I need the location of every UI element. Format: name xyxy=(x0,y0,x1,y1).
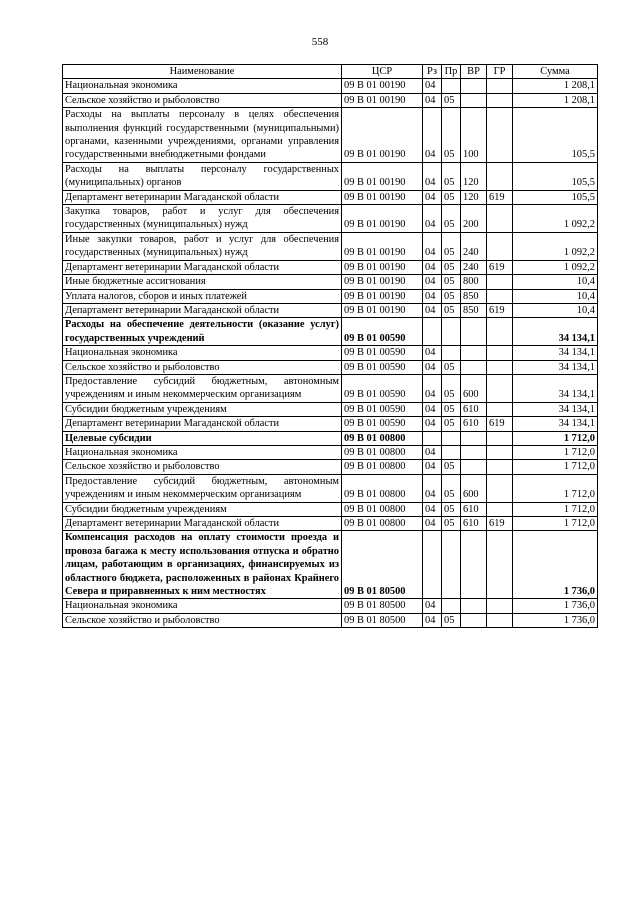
cell-sum: 105,5 xyxy=(513,162,598,190)
cell-vr: 120 xyxy=(461,190,487,204)
cell-name: Сельское хозяйство и рыболовство xyxy=(63,360,342,374)
table-body xyxy=(63,79,598,628)
cell-gr xyxy=(487,402,513,416)
table-row xyxy=(63,474,598,502)
cell-vr: 610 xyxy=(461,417,487,431)
cell-gr xyxy=(487,474,513,502)
cell-gr xyxy=(487,232,513,260)
column-header-name: Наименование xyxy=(63,65,342,79)
cell-name: Предоставление субсидий бюджетным, автономным учреждениям и иным некоммерческим организациям xyxy=(63,374,342,402)
cell-pr xyxy=(442,318,461,346)
cell-gr xyxy=(487,346,513,360)
cell-csr: 09 В 01 00590 xyxy=(342,360,423,374)
cell-name: Иные бюджетные ассигнования xyxy=(63,275,342,289)
cell-csr: 09 В 01 00190 xyxy=(342,232,423,260)
cell-sum: 1 736,0 xyxy=(513,599,598,613)
cell-pr: 05 xyxy=(442,517,461,531)
cell-rz: 04 xyxy=(423,474,442,502)
cell-pr: 05 xyxy=(442,613,461,627)
cell-rz: 04 xyxy=(423,445,442,459)
cell-pr: 05 xyxy=(442,402,461,416)
cell-csr: 09 В 01 00590 xyxy=(342,417,423,431)
cell-pr: 05 xyxy=(442,260,461,274)
table-row xyxy=(63,431,598,445)
cell-sum: 1 712,0 xyxy=(513,460,598,474)
cell-name: Национальная экономика xyxy=(63,445,342,459)
cell-name: Департамент ветеринарии Магаданской области xyxy=(63,190,342,204)
cell-vr xyxy=(461,613,487,627)
cell-rz: 04 xyxy=(423,360,442,374)
cell-gr xyxy=(487,205,513,233)
column-header-sum: Сумма xyxy=(513,65,598,79)
cell-gr: 619 xyxy=(487,303,513,317)
cell-rz: 04 xyxy=(423,275,442,289)
cell-sum: 1 712,0 xyxy=(513,445,598,459)
cell-rz xyxy=(423,531,442,599)
cell-sum: 34 134,1 xyxy=(513,318,598,346)
cell-sum: 105,5 xyxy=(513,108,598,163)
cell-rz xyxy=(423,318,442,346)
cell-gr: 619 xyxy=(487,260,513,274)
cell-name: Расходы на выплаты персоналу в целях обеспечения выполнения функций государственными (муниципальными) органами, казенными учреждениями, органами управления государственными внебюджетными фондами xyxy=(63,108,342,163)
column-header-vr: ВР xyxy=(461,65,487,79)
cell-rz: 04 xyxy=(423,303,442,317)
cell-vr xyxy=(461,79,487,93)
cell-csr: 09 В 01 80500 xyxy=(342,599,423,613)
cell-sum: 1 736,0 xyxy=(513,613,598,627)
cell-csr: 09 В 01 00800 xyxy=(342,460,423,474)
cell-gr xyxy=(487,531,513,599)
cell-sum: 34 134,1 xyxy=(513,374,598,402)
table-row xyxy=(63,374,598,402)
cell-rz: 04 xyxy=(423,599,442,613)
cell-gr xyxy=(487,162,513,190)
cell-vr xyxy=(461,93,487,107)
cell-rz: 04 xyxy=(423,417,442,431)
table-row xyxy=(63,402,598,416)
cell-gr xyxy=(487,613,513,627)
cell-csr: 09 В 01 00190 xyxy=(342,108,423,163)
cell-csr: 09 В 01 00190 xyxy=(342,162,423,190)
cell-rz: 04 xyxy=(423,289,442,303)
cell-name: Сельское хозяйство и рыболовство xyxy=(63,460,342,474)
cell-pr: 05 xyxy=(442,303,461,317)
cell-csr: 09 В 01 00590 xyxy=(342,318,423,346)
table-row xyxy=(63,190,598,204)
cell-name: Национальная экономика xyxy=(63,79,342,93)
cell-csr: 09 В 01 00590 xyxy=(342,374,423,402)
cell-sum: 34 134,1 xyxy=(513,346,598,360)
table-row xyxy=(63,205,598,233)
cell-vr: 120 xyxy=(461,162,487,190)
cell-gr xyxy=(487,289,513,303)
cell-csr: 09 В 01 00590 xyxy=(342,402,423,416)
cell-rz: 04 xyxy=(423,232,442,260)
cell-vr: 800 xyxy=(461,275,487,289)
cell-sum: 34 134,1 xyxy=(513,402,598,416)
cell-gr xyxy=(487,275,513,289)
table-row xyxy=(63,417,598,431)
cell-csr: 09 В 01 00190 xyxy=(342,190,423,204)
cell-name: Департамент ветеринарии Магаданской области xyxy=(63,517,342,531)
cell-rz: 04 xyxy=(423,374,442,402)
cell-vr: 610 xyxy=(461,502,487,516)
table-row xyxy=(63,289,598,303)
table-row xyxy=(63,599,598,613)
cell-rz: 04 xyxy=(423,402,442,416)
cell-name: Предоставление субсидий бюджетным, автономным учреждениям и иным некоммерческим организациям xyxy=(63,474,342,502)
cell-vr: 100 xyxy=(461,108,487,163)
column-header-csr: ЦСР xyxy=(342,65,423,79)
cell-pr: 05 xyxy=(442,93,461,107)
cell-vr xyxy=(461,360,487,374)
cell-vr: 200 xyxy=(461,205,487,233)
cell-sum: 1 092,2 xyxy=(513,260,598,274)
cell-vr xyxy=(461,599,487,613)
cell-gr xyxy=(487,108,513,163)
column-header-pr: Пр xyxy=(442,65,461,79)
cell-csr: 09 В 01 00190 xyxy=(342,260,423,274)
cell-csr: 09 В 01 00190 xyxy=(342,93,423,107)
cell-gr: 619 xyxy=(487,517,513,531)
cell-rz xyxy=(423,431,442,445)
cell-csr: 09 В 01 00190 xyxy=(342,79,423,93)
cell-vr: 850 xyxy=(461,303,487,317)
cell-vr: 600 xyxy=(461,474,487,502)
cell-pr: 05 xyxy=(442,275,461,289)
cell-sum: 1 712,0 xyxy=(513,502,598,516)
table-row xyxy=(63,232,598,260)
cell-vr: 850 xyxy=(461,289,487,303)
cell-sum: 10,4 xyxy=(513,289,598,303)
cell-pr: 05 xyxy=(442,232,461,260)
cell-gr xyxy=(487,93,513,107)
table-row xyxy=(63,260,598,274)
cell-name: Субсидии бюджетным учреждениям xyxy=(63,502,342,516)
cell-vr xyxy=(461,531,487,599)
cell-vr xyxy=(461,460,487,474)
table-row xyxy=(63,79,598,93)
cell-sum: 1 092,2 xyxy=(513,205,598,233)
cell-pr xyxy=(442,431,461,445)
cell-name: Уплата налогов, сборов и иных платежей xyxy=(63,289,342,303)
cell-name: Национальная экономика xyxy=(63,599,342,613)
cell-rz: 04 xyxy=(423,93,442,107)
cell-pr: 05 xyxy=(442,108,461,163)
budget-table xyxy=(62,64,598,628)
cell-pr: 05 xyxy=(442,205,461,233)
cell-pr: 05 xyxy=(442,502,461,516)
table-row xyxy=(63,93,598,107)
cell-vr: 610 xyxy=(461,402,487,416)
cell-csr: 09 В 01 00800 xyxy=(342,502,423,516)
cell-gr: 619 xyxy=(487,190,513,204)
cell-rz: 04 xyxy=(423,460,442,474)
cell-vr xyxy=(461,346,487,360)
table-row xyxy=(63,445,598,459)
cell-gr xyxy=(487,599,513,613)
cell-pr: 05 xyxy=(442,460,461,474)
cell-rz: 04 xyxy=(423,162,442,190)
cell-pr xyxy=(442,531,461,599)
cell-name: Сельское хозяйство и рыболовство xyxy=(63,93,342,107)
cell-csr: 09 В 01 80500 xyxy=(342,613,423,627)
cell-sum: 1 208,1 xyxy=(513,79,598,93)
cell-pr: 05 xyxy=(442,417,461,431)
cell-sum: 10,4 xyxy=(513,275,598,289)
table-row xyxy=(63,360,598,374)
cell-name: Закупка товаров, работ и услуг для обеспечения государственных (муниципальных) нужд xyxy=(63,205,342,233)
cell-gr xyxy=(487,360,513,374)
cell-name: Расходы на обеспечение деятельности (оказание услуг) государственных учреждений xyxy=(63,318,342,346)
cell-sum: 10,4 xyxy=(513,303,598,317)
cell-name: Национальная экономика xyxy=(63,346,342,360)
cell-vr: 600 xyxy=(461,374,487,402)
cell-name: Департамент ветеринарии Магаданской области xyxy=(63,260,342,274)
table-row xyxy=(63,318,598,346)
cell-sum: 34 134,1 xyxy=(513,360,598,374)
cell-sum: 1 092,2 xyxy=(513,232,598,260)
cell-name: Департамент ветеринарии Магаданской области xyxy=(63,417,342,431)
cell-name: Целевые субсидии xyxy=(63,431,342,445)
cell-gr xyxy=(487,374,513,402)
cell-sum: 34 134,1 xyxy=(513,417,598,431)
cell-csr: 09 В 01 00800 xyxy=(342,431,423,445)
cell-gr xyxy=(487,431,513,445)
cell-rz: 04 xyxy=(423,205,442,233)
cell-name: Субсидии бюджетным учреждениям xyxy=(63,402,342,416)
cell-vr: 240 xyxy=(461,232,487,260)
table-row xyxy=(63,108,598,163)
column-header-gr: ГР xyxy=(487,65,513,79)
cell-rz: 04 xyxy=(423,613,442,627)
cell-sum: 1 208,1 xyxy=(513,93,598,107)
cell-pr: 05 xyxy=(442,374,461,402)
cell-csr: 09 В 01 00800 xyxy=(342,445,423,459)
table-row xyxy=(63,303,598,317)
cell-pr: 05 xyxy=(442,289,461,303)
cell-rz: 04 xyxy=(423,260,442,274)
cell-vr xyxy=(461,431,487,445)
cell-pr xyxy=(442,599,461,613)
cell-name: Иные закупки товаров, работ и услуг для обеспечения государственных (муниципальных) нужд xyxy=(63,232,342,260)
cell-pr xyxy=(442,79,461,93)
cell-pr xyxy=(442,445,461,459)
cell-sum: 1 712,0 xyxy=(513,517,598,531)
cell-gr: 619 xyxy=(487,417,513,431)
cell-sum: 1 712,0 xyxy=(513,474,598,502)
cell-gr xyxy=(487,79,513,93)
cell-vr: 610 xyxy=(461,517,487,531)
cell-csr: 09 В 01 00190 xyxy=(342,289,423,303)
cell-sum: 1 712,0 xyxy=(513,431,598,445)
cell-csr: 09 В 01 00800 xyxy=(342,517,423,531)
cell-rz: 04 xyxy=(423,190,442,204)
cell-sum: 105,5 xyxy=(513,190,598,204)
cell-name: Компенсация расходов на оплату стоимости проезда и провоза багажа к месту использования отпуска и обратно лицам, работающим в организациях, финансируемых из областного бюджета, расположенных в районах Крайнего Севера и приравненных к ним местностях xyxy=(63,531,342,599)
cell-gr xyxy=(487,502,513,516)
table-row xyxy=(63,460,598,474)
cell-pr: 05 xyxy=(442,474,461,502)
cell-name: Департамент ветеринарии Магаданской области xyxy=(63,303,342,317)
cell-csr: 09 В 01 00190 xyxy=(342,303,423,317)
cell-pr: 05 xyxy=(442,162,461,190)
table-row xyxy=(63,517,598,531)
cell-gr xyxy=(487,318,513,346)
cell-pr xyxy=(442,346,461,360)
table-row xyxy=(63,346,598,360)
cell-name: Расходы на выплаты персоналу государственных (муниципальных) органов xyxy=(63,162,342,190)
table-header-row xyxy=(63,65,598,79)
cell-csr: 09 В 01 00800 xyxy=(342,474,423,502)
cell-csr: 09 В 01 00590 xyxy=(342,346,423,360)
table-row xyxy=(63,531,598,599)
cell-csr: 09 В 01 00190 xyxy=(342,275,423,289)
cell-vr: 240 xyxy=(461,260,487,274)
cell-sum: 1 736,0 xyxy=(513,531,598,599)
cell-name: Сельское хозяйство и рыболовство xyxy=(63,613,342,627)
cell-rz: 04 xyxy=(423,517,442,531)
cell-pr: 05 xyxy=(442,360,461,374)
cell-rz: 04 xyxy=(423,79,442,93)
cell-csr: 09 В 01 00190 xyxy=(342,205,423,233)
cell-vr xyxy=(461,318,487,346)
cell-csr: 09 В 01 80500 xyxy=(342,531,423,599)
cell-rz: 04 xyxy=(423,502,442,516)
column-header-rz: Рз xyxy=(423,65,442,79)
cell-vr xyxy=(461,445,487,459)
page-number: 558 xyxy=(311,36,329,48)
cell-rz: 04 xyxy=(423,108,442,163)
cell-gr xyxy=(487,460,513,474)
table-row xyxy=(63,162,598,190)
table-row xyxy=(63,613,598,627)
cell-gr xyxy=(487,445,513,459)
table-row xyxy=(63,502,598,516)
cell-rz: 04 xyxy=(423,346,442,360)
cell-pr: 05 xyxy=(442,190,461,204)
table-row xyxy=(63,275,598,289)
